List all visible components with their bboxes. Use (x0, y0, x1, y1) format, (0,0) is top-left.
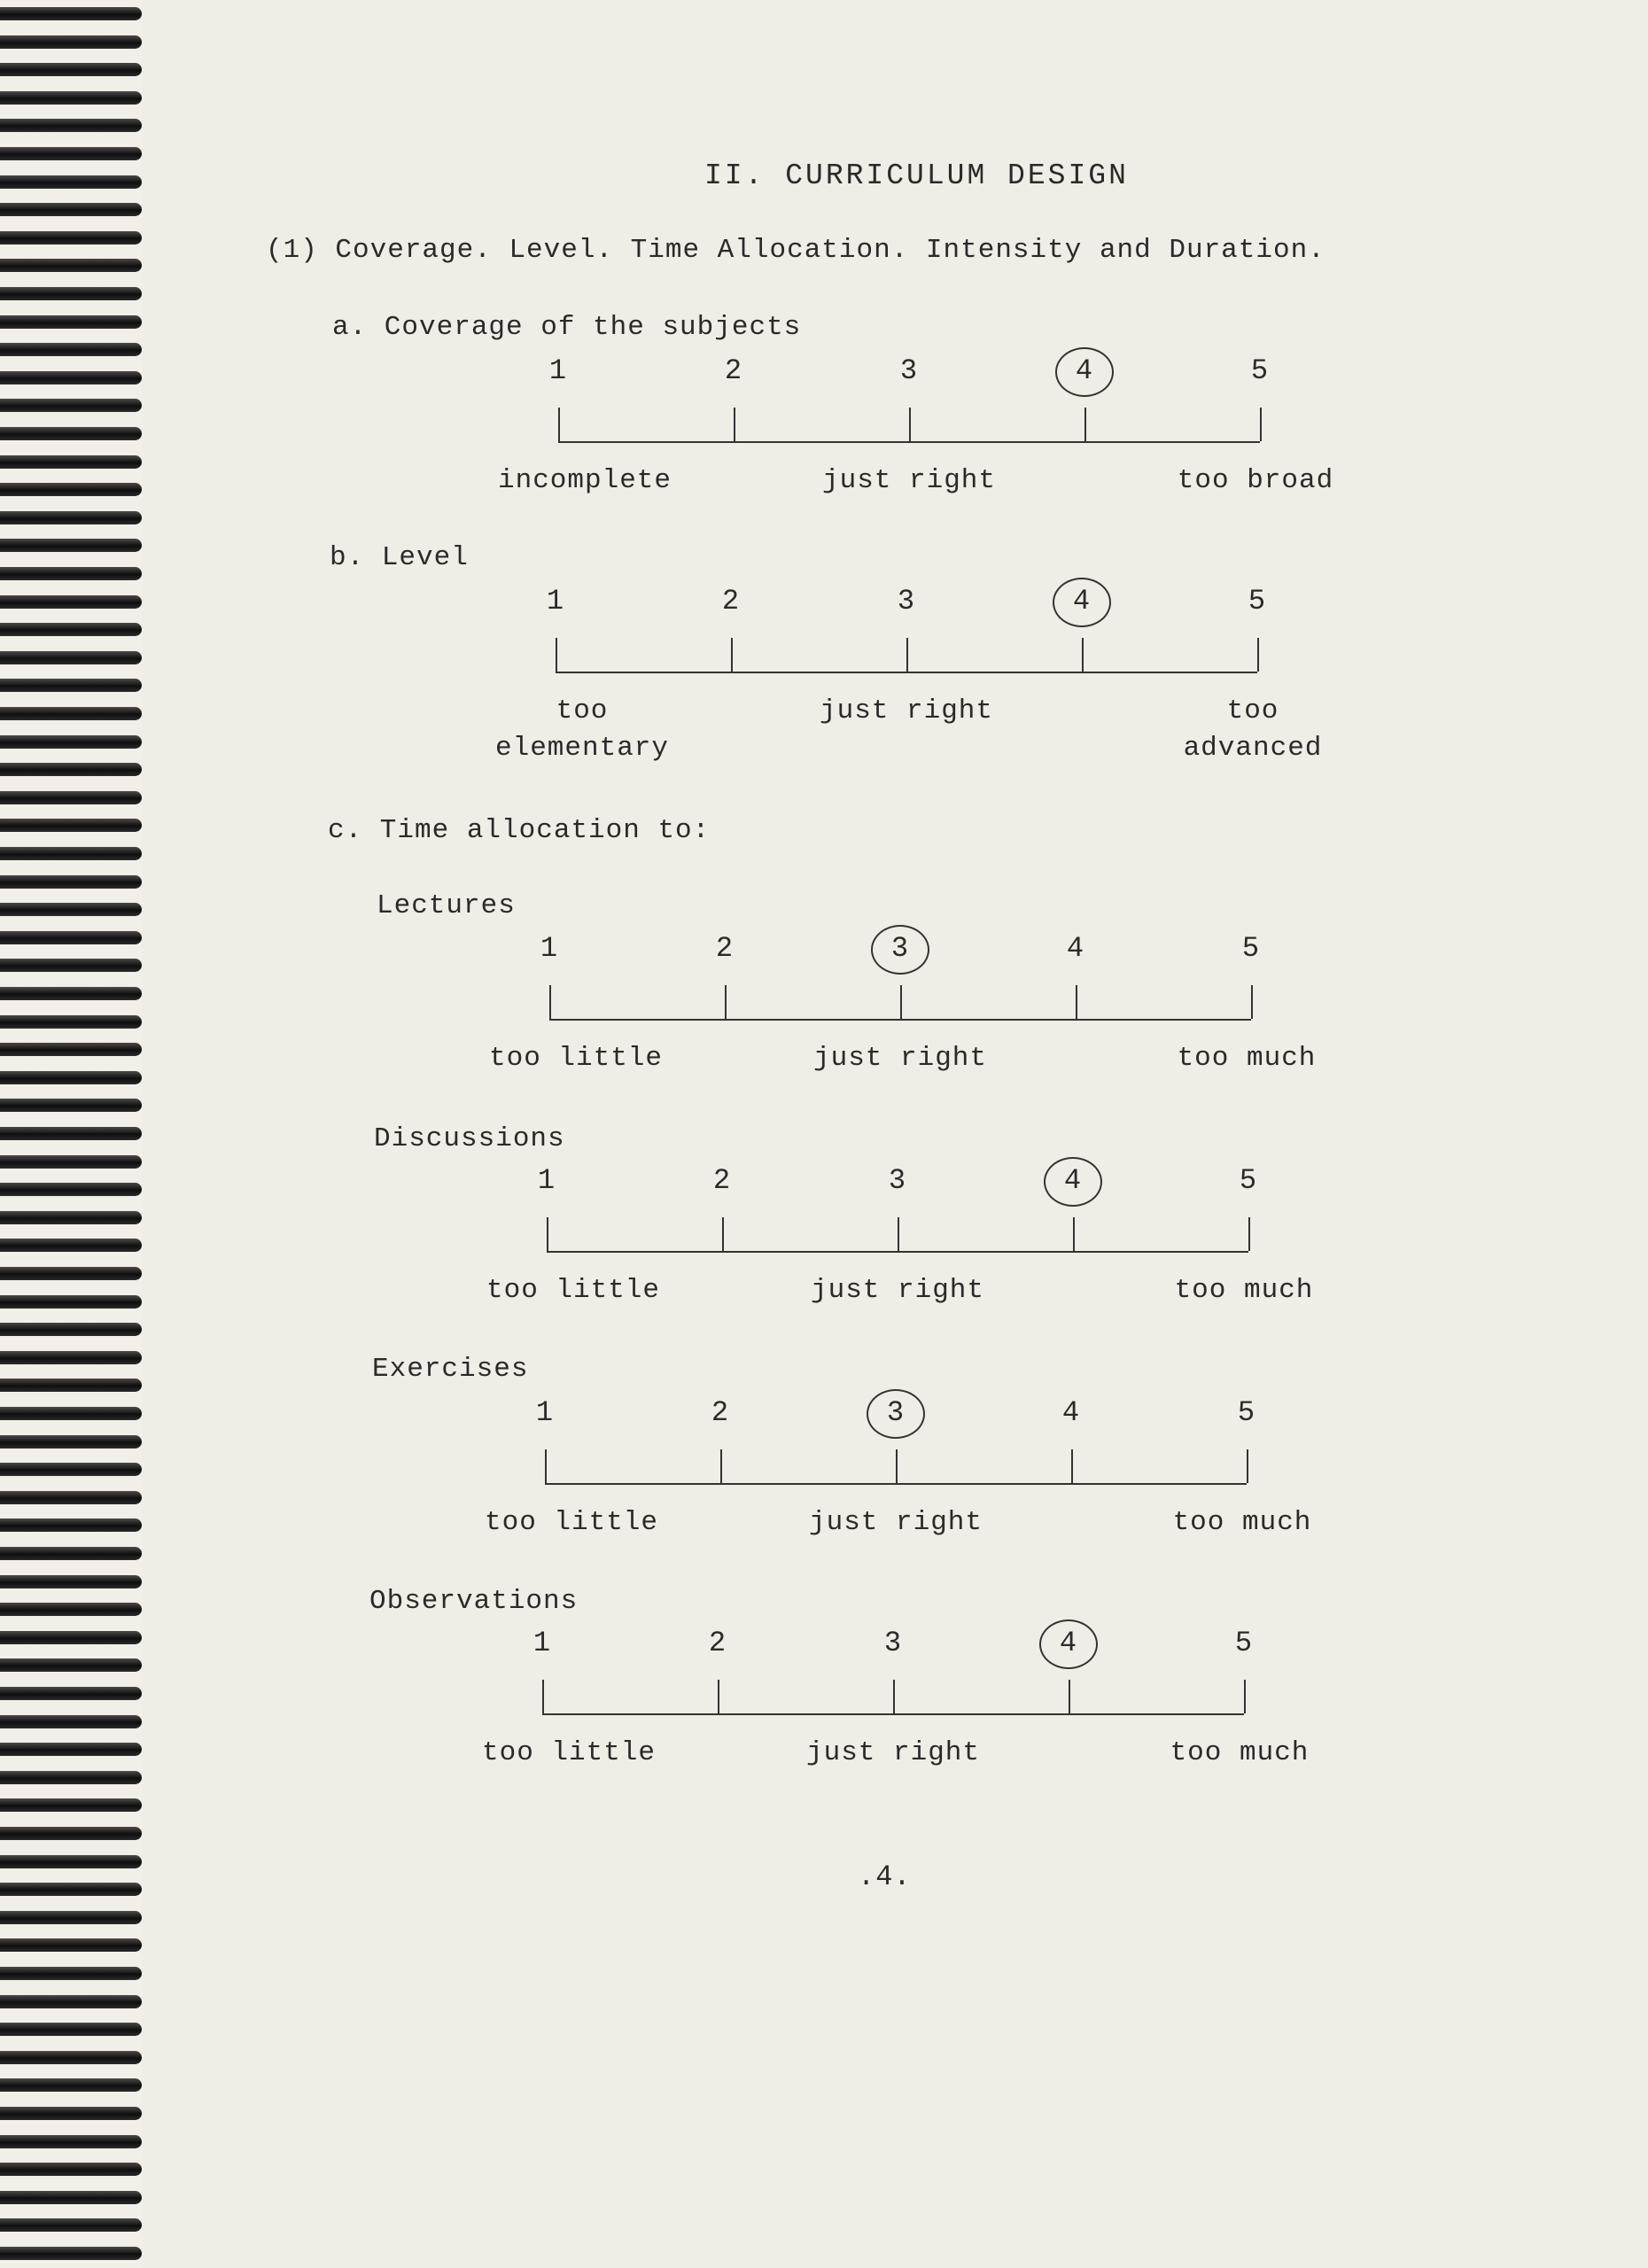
spiral-coil (0, 1658, 142, 1672)
spiral-coil (0, 651, 142, 664)
scale-number: 2 (711, 1396, 730, 1429)
spiral-coil (0, 931, 142, 944)
level-label: b. Level (330, 542, 469, 573)
scale-number: 4 (1061, 1396, 1081, 1429)
spiral-coil (0, 147, 142, 160)
scale-tick (731, 638, 733, 672)
scale-number: 1 (532, 1627, 552, 1659)
scale-number: 5 (1237, 1396, 1256, 1429)
scale-number: 1 (537, 1164, 556, 1197)
spiral-coil (0, 2078, 142, 2092)
scale-line (547, 1251, 1248, 1253)
spiral-coil (0, 679, 142, 692)
scale-number: 5 (1248, 585, 1267, 617)
spiral-coil (0, 287, 142, 300)
spiral-coil (0, 875, 142, 889)
spiral-coil (0, 2023, 142, 2036)
spiral-coil (0, 1211, 142, 1224)
scale-number: 1 (548, 354, 568, 387)
scale-tick (547, 1217, 548, 1251)
spiral-coil (0, 1995, 142, 2008)
scale-number: 4 (1075, 354, 1094, 387)
spiral-coil (0, 1911, 142, 1924)
page-number: .4. (858, 1860, 912, 1893)
spiral-coil (0, 1715, 142, 1728)
scale-tick (1071, 1449, 1073, 1483)
spiral-coil (0, 791, 142, 804)
spiral-coil (0, 2107, 142, 2120)
left-anchor-label: too elementary (494, 695, 670, 764)
exercises-label: Exercises (372, 1354, 529, 1385)
scale-number: 4 (1063, 1164, 1083, 1197)
scale-number: 3 (886, 1396, 906, 1429)
scale-tick (1247, 1449, 1248, 1483)
spiral-coil (0, 1687, 142, 1700)
spiral-coil (0, 1938, 142, 1952)
scale-number: 1 (540, 932, 559, 965)
scale-tick (720, 1449, 722, 1483)
spiral-coil (0, 511, 142, 524)
scale-number: 3 (897, 585, 916, 617)
spiral-coil (0, 35, 142, 49)
spiral-coil (0, 371, 142, 384)
spiral-coil (0, 1491, 142, 1504)
scale-number: 2 (724, 354, 743, 387)
right-anchor-label: too much (1172, 1507, 1312, 1538)
spiral-coil (0, 259, 142, 272)
scale-tick (722, 1217, 724, 1251)
scale-tick (718, 1680, 719, 1713)
scale-tick (542, 1680, 544, 1713)
right-anchor-label: too broad (1177, 465, 1334, 496)
spiral-coil (0, 1575, 142, 1588)
scale-number: 3 (888, 1164, 907, 1197)
spiral-coil (0, 819, 142, 832)
spiral-coil (0, 1827, 142, 1840)
spiral-coil (0, 1855, 142, 1868)
middle-anchor-label: just right (812, 1043, 988, 1074)
selected-circle[interactable] (867, 1389, 925, 1439)
scale-tick (1073, 1217, 1075, 1251)
time-allocation-label: c. Time allocation to: (328, 815, 711, 846)
document-page (142, 0, 1648, 2268)
selected-circle[interactable] (1039, 1619, 1098, 1669)
observations-label: Observations (369, 1586, 579, 1617)
spiral-coil (0, 399, 142, 412)
spiral-coil (0, 455, 142, 469)
spiral-coil (0, 1603, 142, 1616)
scale-tick (1251, 985, 1253, 1019)
scale-line (545, 1483, 1247, 1485)
spiral-coil (0, 343, 142, 356)
scale-number: 2 (712, 1164, 732, 1197)
scale-line (558, 441, 1260, 443)
spiral-coil (0, 707, 142, 720)
scale-number: 2 (708, 1627, 727, 1659)
spiral-coil (0, 539, 142, 552)
spiral-coil (0, 7, 142, 20)
scale-number: 3 (883, 1627, 903, 1659)
spiral-coil (0, 735, 142, 749)
right-anchor-label: too much (1170, 1737, 1310, 1768)
scale-tick (893, 1680, 895, 1713)
scale-number: 5 (1241, 932, 1261, 965)
scale-tick (1248, 1217, 1250, 1251)
spiral-coil (0, 315, 142, 329)
spiral-coil (0, 959, 142, 972)
spiral-coil (0, 1183, 142, 1196)
right-anchor-label: too much (1174, 1275, 1314, 1306)
selected-circle[interactable] (871, 925, 929, 975)
selected-circle[interactable] (1055, 347, 1114, 397)
spiral-coil (0, 1407, 142, 1420)
scale-tick (898, 1217, 899, 1251)
spiral-coil (0, 2051, 142, 2064)
scale-number: 3 (890, 932, 910, 965)
scale-number: 2 (721, 585, 741, 617)
selected-circle[interactable] (1044, 1157, 1102, 1207)
spiral-coil (0, 1155, 142, 1169)
spiral-coil (0, 1323, 142, 1336)
spiral-coil (0, 427, 142, 440)
scale-tick (725, 985, 727, 1019)
spiral-coil (0, 175, 142, 189)
spiral-coil (0, 1127, 142, 1140)
spiral-coil (0, 2191, 142, 2204)
spiral-coil (0, 483, 142, 496)
scale-tick (1082, 638, 1084, 672)
scale-line (549, 1019, 1251, 1021)
scale-tick (549, 985, 551, 1019)
spiral-coil (0, 1239, 142, 1252)
scale-tick (1257, 638, 1259, 672)
section-heading: (1) Coverage. Level. Time Allocation. Intensity and Duration. (266, 235, 1325, 266)
right-anchor-label: too advanced (1183, 695, 1323, 764)
middle-anchor-label: just right (821, 465, 997, 496)
scale-tick (896, 1449, 898, 1483)
spiral-coil (0, 847, 142, 860)
scale-tick (906, 638, 908, 672)
left-anchor-label: too little (481, 1737, 657, 1768)
spiral-coil (0, 119, 142, 132)
spiral-coil (0, 2135, 142, 2148)
spiral-coil (0, 1883, 142, 1896)
scale-tick (545, 1449, 547, 1483)
spiral-coil (0, 91, 142, 105)
spiral-coil (0, 1518, 142, 1532)
spiral-coil (0, 1631, 142, 1644)
spiral-coil (0, 1798, 142, 1812)
spiral-coil (0, 1547, 142, 1560)
spiral-coil (0, 903, 142, 916)
spiral-coil (0, 2163, 142, 2176)
scale-tick (558, 408, 560, 441)
scale-tick (909, 408, 911, 441)
scale-number: 5 (1250, 354, 1270, 387)
middle-anchor-label: just right (808, 1507, 983, 1538)
middle-anchor-label: just right (805, 1737, 981, 1768)
spiral-coil (0, 203, 142, 216)
scale-tick (556, 638, 557, 672)
coverage-label: a. Coverage of the subjects (332, 312, 802, 343)
scale-tick (1244, 1680, 1246, 1713)
left-anchor-label: incomplete (497, 465, 672, 496)
spiral-coil (0, 1295, 142, 1309)
spiral-coil (0, 567, 142, 580)
spiral-coil (0, 987, 142, 1000)
spiral-coil (0, 1267, 142, 1280)
scale-number: 5 (1239, 1164, 1258, 1197)
scale-tick (1084, 408, 1086, 441)
scale-line (556, 672, 1257, 673)
spiral-coil (0, 763, 142, 776)
page-title: II. CURRICULUM DESIGN (704, 159, 1129, 192)
selected-circle[interactable] (1053, 578, 1111, 627)
spiral-coil (0, 623, 142, 636)
scale-number: 1 (535, 1396, 555, 1429)
spiral-coil (0, 1351, 142, 1364)
spiral-coil (0, 1967, 142, 1980)
scale-tick (900, 985, 902, 1019)
spiral-coil (0, 1379, 142, 1392)
spiral-coil (0, 595, 142, 609)
spiral-coil (0, 231, 142, 245)
spiral-coil (0, 1043, 142, 1056)
scale-tick (1076, 985, 1077, 1019)
discussions-label: Discussions (374, 1123, 565, 1154)
scale-tick (1069, 1680, 1070, 1713)
lectures-label: Lectures (377, 890, 516, 921)
scale-line (542, 1713, 1244, 1715)
left-anchor-label: too little (484, 1507, 659, 1538)
spiral-coil (0, 1015, 142, 1029)
spiral-binding (0, 0, 151, 2268)
scale-number: 1 (546, 585, 565, 617)
middle-anchor-label: just right (810, 1275, 985, 1306)
scale-number: 5 (1234, 1627, 1254, 1659)
scale-number: 4 (1059, 1627, 1078, 1659)
spiral-coil (0, 2218, 142, 2232)
spiral-coil (0, 1071, 142, 1084)
scale-number: 2 (715, 932, 735, 965)
left-anchor-label: too little (486, 1275, 661, 1306)
scale-number: 3 (899, 354, 919, 387)
scale-number: 4 (1072, 585, 1092, 617)
spiral-coil (0, 1771, 142, 1784)
scale-tick (1260, 408, 1262, 441)
left-anchor-label: too little (488, 1043, 664, 1074)
scale-number: 4 (1066, 932, 1085, 965)
scale-tick (734, 408, 735, 441)
spiral-coil (0, 1463, 142, 1476)
spiral-coil (0, 1435, 142, 1449)
right-anchor-label: too much (1177, 1043, 1317, 1074)
spiral-coil (0, 2247, 142, 2260)
spiral-coil (0, 1099, 142, 1112)
spiral-coil (0, 63, 142, 76)
middle-anchor-label: just right (819, 695, 994, 726)
spiral-coil (0, 1743, 142, 1756)
